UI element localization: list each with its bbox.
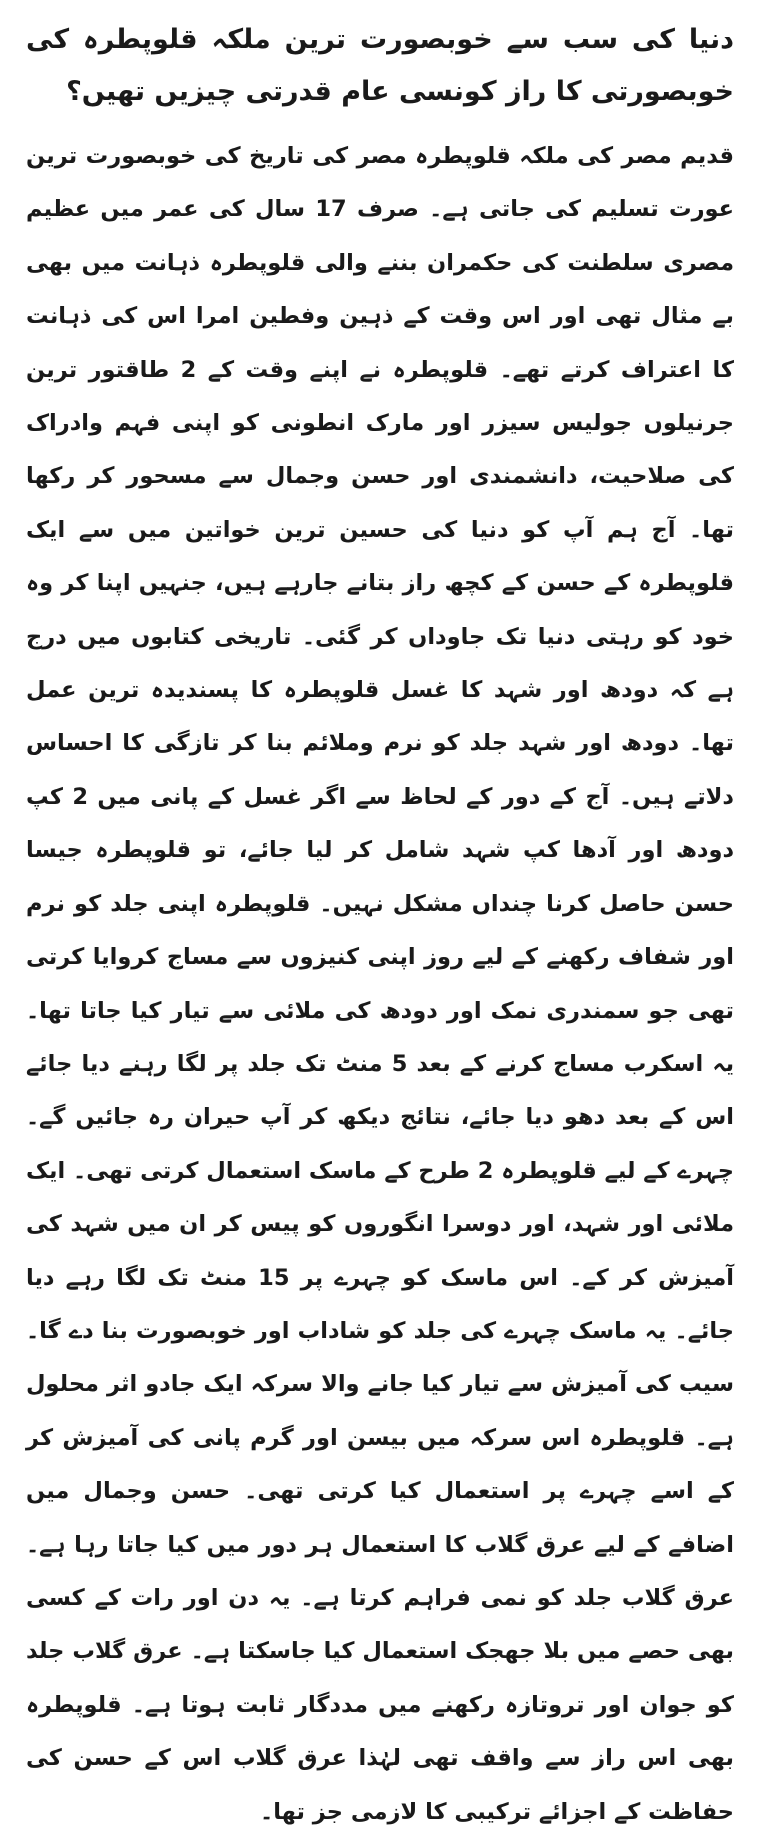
article-title: دنیا کی سب سے خوبصورت ترین ملکہ قلوپطرہ کی خوبصورتی کا راز کونسی عام قدرتی چیزیں تھیں؟: [26, 24, 734, 107]
article-body: قدیم مصر کی ملکہ قلوپطرہ مصر کی تاریخ کی خوبصورت ترین عورت تسلیم کی جاتی ہے۔ صرف 17 سال کی عمر میں عظیم مصری سلطنت کی حکمران بننے والی قلوپطرہ ذہانت میں بھی بے مثال تھی اور اس وقت کے ذہین وفطین امرا اس کی ذہانت کا اعتراف کرتے تھے۔ قلوپطرہ نے اپنے وقت کے 2 طاقتور ترین جرنیلوں جولیس سیزر اور مارک انطونی کو اپنی فہم وادراک کی صلاحیت، دانشمندی اور حسن وجمال سے مسحور کر رکھا تھا۔ آج ہم آپ کو دنیا کی حسین ترین خواتین میں سے ایک قلوپطرہ کے حسن کے کچھ راز بتانے جارہے ہیں، جنہیں اپنا کر وہ خود کو رہتی دنیا تک جاوداں کر گئی۔ تاریخی کتابوں میں درج ہے کہ دودھ اور شہد کا غسل قلوپطرہ کا پسندیدہ ترین عمل تھا۔ دودھ اور شہد جلد کو نرم وملائم بنا کر تازگی کا احساس دلاتے ہیں۔ آج کے دور کے لحاظ سے اگر غسل کے پانی میں 2 کپ دودھ اور آدھا کپ شہد شامل کر لیا جائے، تو قلوپطرہ جیسا حسن حاصل کرنا چنداں مشکل نہیں۔ قلوپطرہ اپنی جلد کو نرم اور شفاف رکھنے کے لیے روز اپنی کنیزوں سے مساج کروایا کرتی تھی جو سمندری نمک اور دودھ کی ملائی سے تیار کیا جاتا تھا۔ یہ اسکرب مساج کرنے کے بعد 5 منٹ تک جلد پر لگا رہنے دیا جائے اس کے بعد دھو دیا جائے، نتائج دیکھ کر آپ حیران رہ جائیں گے۔ چہرے کے لیے قلوپطرہ 2 طرح کے ماسک استعمال کرتی تھی۔ ایک ملائی اور شہد، اور دوسرا انگوروں کو پیس کر ان میں شہد کی آمیزش کر کے۔ اس ماسک کو چہرے پر 15 منٹ تک لگا رہے دیا جائے۔ یہ ماسک چہرے کی جلد کو شاداب اور خوبصورت بنا دے گا۔ سیب کی آمیزش سے تیار کیا جانے والا سرکہ ایک جادو اثر محلول ہے۔ قلوپطرہ اس سرکہ میں بیسن اور گرم پانی کی آمیزش کر کے اسے چہرے پر استعمال کیا کرتی تھی۔ حسن وجمال میں اضافے کے لیے عرق گلاب کا استعمال ہر دور میں کیا جاتا رہا ہے۔ عرق گلاب جلد کو نمی فراہم کرتا ہے۔ یہ دن اور رات کے کسی بھی حصے میں بلا جھجک استعمال کیا جاسکتا ہے۔ عرق گلاب جلد کو جوان اور تروتازہ رکھنے میں مددگار ثابت ہوتا ہے۔ قلوپطرہ بھی اس راز سے واقف تھی لہٰذا عرق گلاب اس کے حسن کی حفاظت کے اجزائے ترکیبی کا لازمی جز تھا۔: [26, 143, 735, 1825]
